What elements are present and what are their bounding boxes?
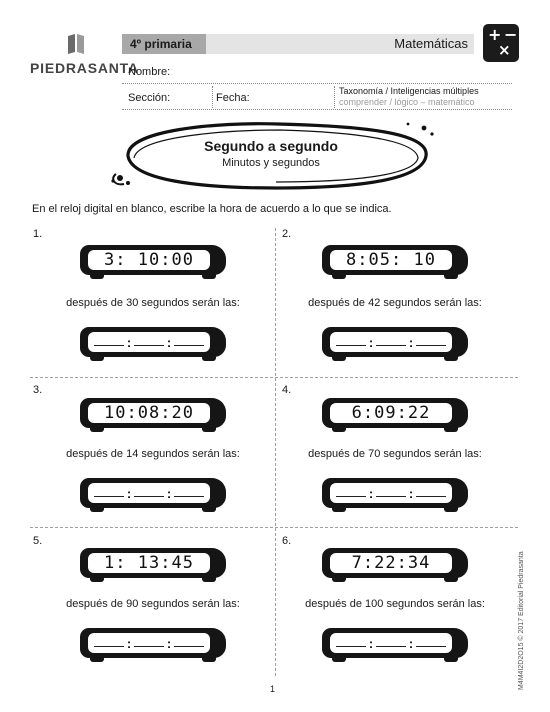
minutes-blank[interactable] bbox=[134, 332, 164, 346]
field-divider bbox=[334, 86, 335, 108]
given-time: 10:08:20 bbox=[88, 403, 210, 423]
answer-clock[interactable] bbox=[80, 327, 226, 361]
colon: : bbox=[368, 486, 374, 501]
exercise-prompt: después de 90 segundos serán las: bbox=[66, 598, 240, 610]
colon: : bbox=[408, 486, 414, 501]
given-time: 7:22:34 bbox=[330, 553, 452, 573]
seconds-blank[interactable] bbox=[416, 483, 446, 497]
minutes-blank[interactable] bbox=[134, 483, 164, 497]
answer-clock[interactable] bbox=[80, 478, 226, 512]
row-divider bbox=[30, 527, 518, 528]
taxonomy-box bbox=[339, 86, 479, 108]
seconds-blank[interactable] bbox=[174, 483, 204, 497]
title-brush-frame bbox=[108, 118, 444, 194]
colon: : bbox=[166, 486, 172, 501]
minutes-blank[interactable] bbox=[376, 332, 406, 346]
section-label: Sección: bbox=[128, 92, 171, 104]
colon: : bbox=[368, 636, 374, 651]
given-clock bbox=[322, 548, 468, 582]
hours-blank[interactable] bbox=[94, 332, 124, 346]
minutes-blank[interactable] bbox=[376, 483, 406, 497]
answer-clock[interactable] bbox=[322, 628, 468, 662]
field-divider bbox=[212, 86, 213, 108]
minutes-blank[interactable] bbox=[376, 633, 406, 647]
hours-blank[interactable] bbox=[336, 332, 366, 346]
colon: : bbox=[408, 636, 414, 651]
minutes-blank[interactable] bbox=[134, 633, 164, 647]
colon: : bbox=[126, 335, 132, 350]
exercise-number: 4. bbox=[282, 384, 292, 396]
given-clock bbox=[80, 548, 226, 582]
given-time: 3: 10:00 bbox=[88, 250, 210, 270]
exercise-prompt: después de 30 segundos serán las: bbox=[66, 297, 240, 309]
section-line bbox=[122, 109, 512, 110]
instructions: En el reloj digital en blanco, escribe la hora de acuerdo a lo que se indica. bbox=[32, 203, 392, 215]
exercise-prompt: después de 100 segundos serán las: bbox=[305, 598, 485, 610]
brand-name: PIEDRASANTA bbox=[30, 60, 139, 76]
colon: : bbox=[166, 636, 172, 651]
seconds-blank[interactable] bbox=[416, 633, 446, 647]
answer-clock[interactable] bbox=[80, 628, 226, 662]
taxonomy-label: Taxonomía / Inteligencias múltiples bbox=[339, 86, 479, 96]
page-number: 1 bbox=[270, 684, 276, 694]
exercise-prompt: después de 14 segundos serán las: bbox=[66, 448, 240, 460]
subject-label: Matemáticas bbox=[394, 36, 468, 51]
seconds-blank[interactable] bbox=[174, 332, 204, 346]
exercise-prompt: después de 42 segundos serán las: bbox=[308, 297, 482, 309]
taxonomy-value: comprender / lógico – matemático bbox=[339, 97, 475, 107]
worksheet-title: Segundo a segundo bbox=[204, 138, 338, 154]
exercise-number: 5. bbox=[33, 535, 43, 547]
answer-clock[interactable] bbox=[322, 478, 468, 512]
book-logo-icon bbox=[66, 33, 86, 55]
answer-clock[interactable] bbox=[322, 327, 468, 361]
colon: : bbox=[368, 335, 374, 350]
colon: : bbox=[166, 335, 172, 350]
given-time: 6:09:22 bbox=[330, 403, 452, 423]
given-time: 1: 13:45 bbox=[88, 553, 210, 573]
seconds-blank[interactable] bbox=[416, 332, 446, 346]
name-line bbox=[122, 83, 512, 84]
name-label: Nombre: bbox=[128, 66, 171, 78]
hours-blank[interactable] bbox=[94, 483, 124, 497]
given-clock bbox=[322, 245, 468, 279]
grade-label: 4º primaria bbox=[130, 37, 192, 51]
copyright-note: M4M4I2D2O15 © 2017 Editorial Piedrasanta bbox=[518, 551, 525, 690]
colon: : bbox=[126, 486, 132, 501]
exercise-prompt: después de 70 segundos serán las: bbox=[308, 448, 482, 460]
hours-blank[interactable] bbox=[336, 483, 366, 497]
exercise-number: 1. bbox=[33, 228, 43, 240]
given-clock bbox=[80, 245, 226, 279]
given-clock bbox=[80, 398, 226, 432]
hours-blank[interactable] bbox=[336, 633, 366, 647]
given-time: 8:05: 10 bbox=[330, 250, 452, 270]
given-clock bbox=[322, 398, 468, 432]
exercise-number: 6. bbox=[282, 535, 292, 547]
math-operations-icon: + − × bbox=[483, 24, 519, 62]
exercise-number: 2. bbox=[282, 228, 292, 240]
colon: : bbox=[126, 636, 132, 651]
hours-blank[interactable] bbox=[94, 633, 124, 647]
seconds-blank[interactable] bbox=[174, 633, 204, 647]
row-divider bbox=[30, 377, 518, 378]
date-label: Fecha: bbox=[216, 92, 250, 104]
colon: : bbox=[408, 335, 414, 350]
worksheet-subtitle: Minutos y segundos bbox=[222, 157, 320, 169]
exercise-number: 3. bbox=[33, 384, 43, 396]
